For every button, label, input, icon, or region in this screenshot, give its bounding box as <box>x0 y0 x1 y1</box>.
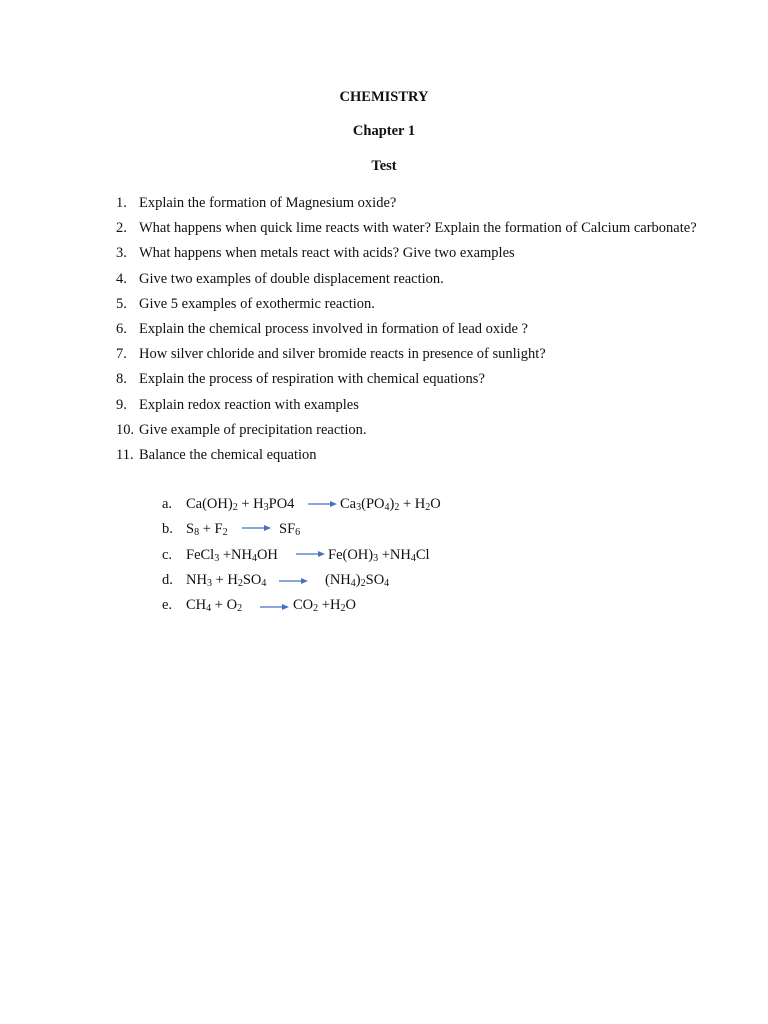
equation-products: $(NH_4)_2SO_4$ <box>325 571 390 589</box>
equation-letter: c. <box>162 546 173 563</box>
question-item <box>116 342 716 367</box>
question-item <box>116 367 716 392</box>
equation-item <box>162 593 582 618</box>
equation-products: $CO_2 +H_2O$ <box>293 597 356 615</box>
question-number: 8. <box>116 371 127 388</box>
right-arrow-icon <box>296 543 326 568</box>
question-number: 7. <box>116 346 127 363</box>
right-arrow-icon <box>279 568 309 593</box>
question-item <box>116 292 716 317</box>
equation-reactants: $CH_4 + O_2$ <box>186 597 243 615</box>
question-item <box>116 317 716 342</box>
question-text: How silver chloride and silver bromide reacts in presence of sunlight? <box>139 346 546 363</box>
document-subject-heading: CHEMISTRY <box>339 89 429 105</box>
equation-reactants: $NH_3 + H_2SO_4$ <box>186 571 267 589</box>
question-text: Give example of precipitation reaction. <box>139 421 367 438</box>
question-number: 4. <box>116 270 127 287</box>
question-item <box>116 216 716 241</box>
question-number: 5. <box>116 295 127 312</box>
question-text: Explain the process of respiration with chemical equations? <box>139 371 485 388</box>
question-item <box>116 191 716 216</box>
question-text: Balance the chemical equation <box>139 447 317 464</box>
equation-reactants: $Ca(OH)_2 + H_3PO4$ <box>186 496 295 513</box>
right-arrow-icon <box>308 492 338 517</box>
question-text: Give 5 examples of exothermic reaction. <box>139 295 375 312</box>
question-item <box>116 241 716 266</box>
question-number: 9. <box>116 396 127 413</box>
question-text: Give two examples of double displacement reaction. <box>139 270 444 287</box>
equation-products: $SF_6$ <box>279 521 301 539</box>
question-number: 6. <box>116 321 127 338</box>
equation-letter: e. <box>162 597 173 614</box>
question-item <box>116 393 716 418</box>
right-arrow-icon <box>260 593 290 618</box>
question-number: 11. <box>116 447 134 464</box>
equation-letter: a. <box>162 496 173 512</box>
equation-reactants: FeCl$_3$ $+NH_4OH$ <box>186 546 278 564</box>
equation-products: $Fe(OH)_3 +NH_4Cl$ <box>328 546 430 564</box>
equation-item <box>162 568 582 593</box>
equation-letter: b. <box>162 521 173 538</box>
equation-list <box>162 492 582 618</box>
question-text: Explain redox reaction with examples <box>139 396 359 413</box>
equation-reactants: $S_8 + F_2$ <box>186 521 228 539</box>
question-text: Explain the chemical process involved in formation of lead oxide ? <box>139 321 528 338</box>
question-number: 1. <box>116 195 127 211</box>
question-text: Explain the formation of Magnesium oxide? <box>139 195 397 211</box>
question-text: What happens when quick lime reacts with water? Explain the formation of Calcium carbonate? <box>139 220 697 237</box>
right-arrow-icon <box>242 517 272 542</box>
test-heading: Test <box>371 158 397 174</box>
question-number: 3. <box>116 245 127 262</box>
equation-products: $Ca_3(PO_4)_2 + H_2O$ <box>340 496 441 513</box>
question-number: 2. <box>116 220 127 237</box>
question-item <box>116 267 716 292</box>
question-item <box>116 443 716 468</box>
question-list <box>116 191 716 468</box>
question-item <box>116 418 716 443</box>
question-text: What happens when metals react with acids? Give two examples <box>139 245 515 262</box>
chapter-heading: Chapter 1 <box>352 123 416 139</box>
equation-item <box>162 517 582 542</box>
equation-letter: d. <box>162 571 173 588</box>
equation-item <box>162 543 582 568</box>
equation-item <box>162 492 582 517</box>
question-number: 10. <box>116 421 135 438</box>
